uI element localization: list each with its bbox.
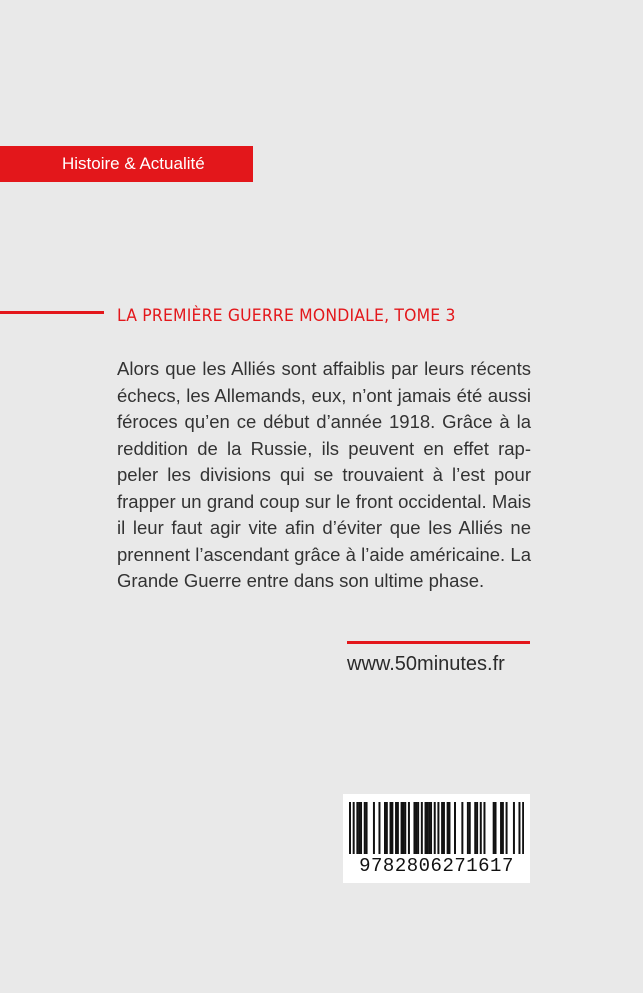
barcode-bar: [469, 802, 471, 854]
barcode-bar: [390, 802, 392, 854]
barcode-bar: [480, 802, 482, 854]
barcode-bar: [467, 802, 469, 854]
barcode-bar: [408, 802, 410, 854]
barcode-bar: [474, 802, 476, 854]
barcode-bar: [518, 802, 520, 854]
barcode-bar: [448, 802, 450, 854]
barcode-bar: [378, 802, 380, 854]
barcode-bar: [425, 802, 427, 854]
book-title: LA PREMIÈRE GUERRE MONDIALE, TOME 3: [117, 306, 456, 326]
barcode-bar: [476, 802, 478, 854]
barcode-bar: [391, 802, 393, 854]
barcode-bar: [441, 802, 443, 854]
barcode-bar: [437, 802, 439, 854]
barcode-bar: [415, 802, 417, 854]
barcode-bar: [430, 802, 432, 854]
barcode-bar: [495, 802, 497, 854]
barcode-bar: [447, 802, 449, 854]
barcode-bar: [366, 802, 368, 854]
barcode-bar: [349, 802, 351, 854]
barcode-bar: [364, 802, 366, 854]
book-blurb: Alors que les Alliés sont affaiblis par leurs récents échecs, les Allemands, eux, n’ont jamais été aussi féroces qu’en ce début d’année 1918. Grâce à la reddition de la Russie, ils peuvent en effet rappeler les divisions qui se trouvaient à l’est pour frapper un grand coup sur le front occidental. Mais il leur faut agir vite afin d’éviter que les Alliés ne prennent l’ascendant grâce à l’aide américaine. La Grande Guerre entre dans son ultime phase.: [117, 358, 531, 591]
barcode-bar: [500, 802, 502, 854]
barcode-bar: [522, 802, 524, 854]
barcode-bar: [401, 802, 403, 854]
publisher-website: www.50minutes.fr: [347, 653, 505, 675]
barcode-bar: [502, 802, 504, 854]
barcode-bar: [428, 802, 430, 854]
barcode-bar: [386, 802, 388, 854]
barcode-bar: [506, 802, 508, 854]
barcode-bar: [493, 802, 495, 854]
barcode-bar: [421, 802, 423, 854]
barcode-bar: [360, 802, 362, 854]
barcode-bar: [358, 802, 360, 854]
barcode-bar: [461, 802, 463, 854]
barcode-bar: [426, 802, 428, 854]
barcode-bar: [397, 802, 399, 854]
barcode-bar: [513, 802, 515, 854]
barcode-bar: [404, 802, 406, 854]
isbn-number: 9782806271617: [359, 855, 514, 877]
barcode-bar: [402, 802, 404, 854]
url-divider: [347, 641, 530, 644]
isbn-barcode: [343, 794, 530, 883]
barcode-bar: [454, 802, 456, 854]
barcode-bar: [356, 802, 358, 854]
barcode-bar: [384, 802, 386, 854]
barcode-bar: [413, 802, 415, 854]
collection-badge: Histoire & Actualité: [0, 146, 253, 182]
barcode-bar: [395, 802, 397, 854]
barcode-bar: [373, 802, 375, 854]
barcode-bar: [353, 802, 355, 854]
barcode-bars: [349, 802, 524, 854]
barcode-bar: [417, 802, 419, 854]
barcode-bar: [483, 802, 485, 854]
barcode-bar: [434, 802, 436, 854]
barcode-bar: [443, 802, 445, 854]
title-divider: [0, 311, 104, 314]
